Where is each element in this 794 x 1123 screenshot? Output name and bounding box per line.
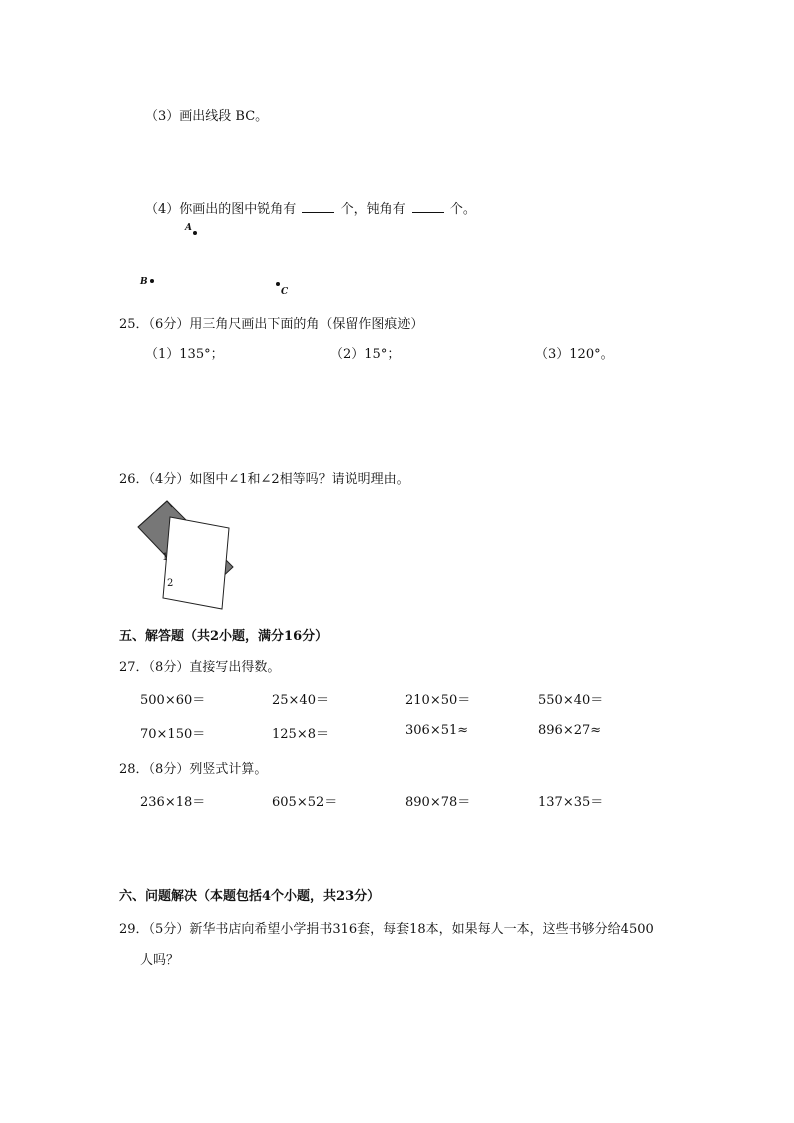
q29-line-2: 人吗？: [140, 953, 180, 968]
section-6-title: 六、问题解决（本题包括4个小题，共23分）: [119, 889, 381, 904]
point-a: [193, 231, 197, 235]
point-b-label: B: [140, 277, 148, 287]
q27-r1-c2: 25×40＝: [272, 693, 329, 708]
q27-r1-c3: 210×50＝: [405, 693, 471, 708]
q28-c3: 890×78＝: [405, 795, 471, 810]
q24-part4-mid: 个，钝角有: [340, 202, 406, 217]
angle-1-label: 1: [162, 552, 169, 563]
point-c: [276, 282, 280, 286]
q24-part3: （3）画出线段 BC。: [145, 109, 269, 124]
q27-r1-c4: 550×40＝: [538, 693, 604, 708]
angle-2-label: 2: [167, 578, 174, 589]
q25-item-1: （1）135°；: [145, 347, 224, 362]
acute-angle-blank[interactable]: [302, 202, 334, 213]
q27-r2-c2: 125×8＝: [272, 727, 329, 742]
white-rectangle: [163, 517, 229, 609]
q24-part4-suffix: 个。: [449, 202, 476, 217]
obtuse-angle-blank[interactable]: [412, 202, 444, 213]
q26-figure: [130, 495, 245, 615]
q27-stem: 27．（8分）直接写出得数。: [119, 660, 281, 675]
point-b: [150, 279, 154, 283]
q28-c1: 236×18＝: [140, 795, 206, 810]
q27-r2-c3: 306×51≈: [405, 723, 469, 738]
q25-item-3: （3）120°。: [535, 347, 614, 362]
q28-stem: 28．（8分）列竖式计算。: [119, 762, 268, 777]
section-5-title: 五、解答题（共2小题，满分16分）: [119, 629, 329, 644]
q27-r2-c4: 896×27≈: [538, 723, 602, 738]
q25-item-2: （2）15°；: [330, 347, 401, 362]
q29-line-1: 29．（5分）新华书店向希望小学捐书316套，每套18本，如果每人一本，这些书够分给4500: [119, 922, 654, 937]
q24-part4: [145, 198, 476, 217]
q28-c4: 137×35＝: [538, 795, 604, 810]
point-a-label: A: [185, 223, 192, 233]
q28-c2: 605×52＝: [272, 795, 338, 810]
q27-r2-c1: 70×150＝: [140, 727, 206, 742]
q26-stem: 26．（4分）如图中∠1和∠2相等吗？请说明理由。: [119, 472, 410, 487]
q25-stem: 25．（6分）用三角尺画出下面的角（保留作图痕迹）: [119, 317, 424, 332]
q24-part4-prefix: （4）你画出的图中锐角有: [145, 202, 297, 217]
q27-r1-c1: 500×60＝: [140, 693, 206, 708]
point-c-label: C: [281, 287, 289, 297]
